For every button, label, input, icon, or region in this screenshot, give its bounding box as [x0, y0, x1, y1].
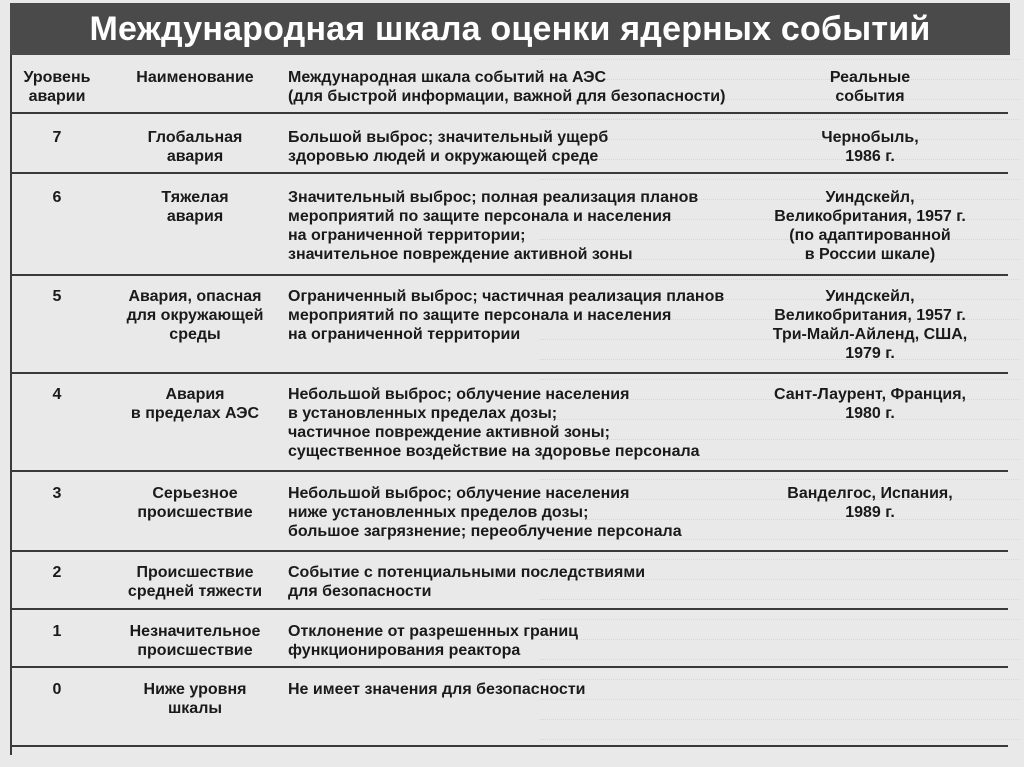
row-level: 5 [52, 288, 62, 305]
row-name: Незначительное происшествие [129, 623, 261, 659]
header-description: Международная шкала событий на АЭС (для быстрой информации, важной для безопасности) [288, 69, 726, 105]
row-name: Ниже уровня шкалы [143, 681, 247, 717]
row-name: Серьезное происшествие [137, 485, 253, 521]
title-bar [10, 3, 1010, 55]
row-name: Происшествие средней тяжести [127, 564, 263, 600]
row-level: 4 [52, 386, 62, 403]
row-divider [12, 372, 1008, 374]
row-real-events: Уиндскейл, Великобритания, 1957 г. (по адаптированной в России шкале) [774, 189, 966, 263]
row-level: 7 [52, 129, 62, 146]
row-divider [12, 608, 1008, 610]
header-name: Наименование [136, 69, 254, 86]
row-description: Ограниченный выброс; частичная реализация планов мероприятий по защите персонала и населения на ограниченной территории [288, 288, 725, 343]
row-description: Небольшой выброс; облучение населения в установленных пределах дозы; частичное повреждение активной зоны; существенное воздействие на здоровье персонала [288, 386, 700, 460]
row-divider [12, 666, 1008, 668]
row-name: Глобальная авария [147, 129, 243, 165]
row-real-events: Уиндскейл, Великобритания, 1957 г. Три-Майл-Айленд, США, 1979 г. [772, 288, 968, 362]
row-description: Небольшой выброс; облучение населения ниже установленных пределов дозы; большое загрязнение; переоблучение персонала [288, 485, 682, 540]
row-level: 2 [52, 564, 62, 581]
row-description: Значительный выброс; полная реализация планов мероприятий по защите персонала и населения на ограниченной территории; значительное повреждение активной зоны [288, 189, 699, 263]
row-description: Не имеет значения для безопасности [288, 681, 586, 698]
table-bottom-border [12, 745, 1008, 747]
row-real-events: Чернобыль, 1986 г. [821, 129, 919, 165]
row-real-events: Сант-Лаурент, Франция, 1980 г. [774, 386, 966, 422]
row-divider [12, 274, 1008, 276]
table-left-border [10, 55, 12, 755]
row-description: Отклонение от разрешенных границ функционирования реактора [288, 623, 579, 659]
row-level: 3 [52, 485, 62, 502]
row-divider [12, 172, 1008, 174]
row-description: Большой выброс; значительный ущерб здоровью людей и окружающей среде [288, 129, 609, 165]
row-level: 1 [52, 623, 62, 640]
row-level: 0 [52, 681, 62, 698]
row-divider [12, 470, 1008, 472]
row-description: Событие с потенциальными последствиями для безопасности [288, 564, 646, 600]
header-real-events: Реальные события [829, 69, 911, 105]
row-level: 6 [52, 189, 62, 206]
row-divider [12, 112, 1008, 114]
row-divider [12, 550, 1008, 552]
page-title: Международная шкала оценки ядерных событий [89, 9, 931, 48]
row-name: Тяжелая авария [161, 189, 229, 225]
row-name: Авария, опасная для окружающей среды [126, 288, 264, 343]
header-level: Уровень аварии [23, 69, 91, 105]
row-real-events: Ванделгос, Испания, 1989 г. [787, 485, 953, 521]
row-name: Авария в пределах АЭС [130, 386, 260, 422]
